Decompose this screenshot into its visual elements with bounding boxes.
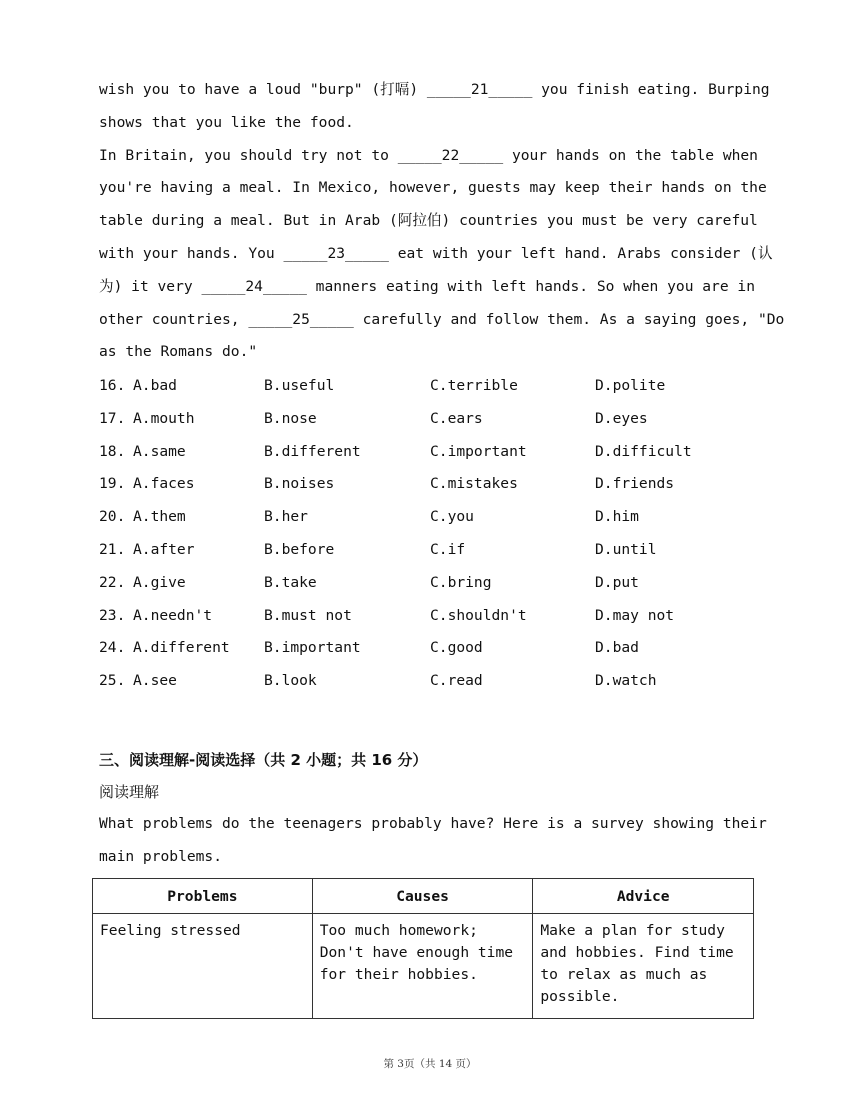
question-number: 21. bbox=[99, 540, 126, 558]
option-b: B.useful bbox=[264, 377, 335, 394]
option-b: B.before bbox=[264, 540, 335, 558]
option-a: A.see bbox=[133, 672, 177, 690]
option-c: C.terrible bbox=[430, 377, 518, 394]
option-a: A.same bbox=[133, 442, 186, 460]
option-d: D.put bbox=[595, 573, 639, 591]
question-row-21 bbox=[99, 534, 759, 567]
question-number: 20. bbox=[99, 508, 126, 526]
question-row-16 bbox=[99, 370, 759, 403]
option-c: C.good bbox=[430, 639, 483, 657]
question-row-19 bbox=[99, 468, 759, 501]
option-d: D.until bbox=[595, 540, 657, 558]
option-a: A.mouth bbox=[133, 409, 195, 427]
passage-line: shows that you like the food. bbox=[99, 113, 354, 131]
question-row-20 bbox=[99, 501, 759, 534]
option-d: D.watch bbox=[595, 672, 657, 690]
question-number: 25. bbox=[99, 672, 126, 690]
option-b: B.important bbox=[264, 639, 361, 657]
passage-line: table during a meal. But in Arab (阿拉伯) countries you must be very careful bbox=[99, 212, 758, 230]
option-d: D.difficult bbox=[595, 442, 692, 460]
question-number: 22. bbox=[99, 573, 126, 591]
option-a: A.them bbox=[133, 508, 186, 526]
table-header-row bbox=[93, 879, 754, 914]
question-options bbox=[99, 370, 759, 698]
option-c: C.important bbox=[430, 442, 527, 460]
option-a: A.give bbox=[133, 573, 186, 591]
question-row-25 bbox=[99, 665, 759, 698]
option-c: C.mistakes bbox=[430, 475, 518, 493]
option-b: B.her bbox=[264, 508, 308, 526]
column-header-advice: Advice bbox=[533, 879, 754, 914]
section-subheading: 阅读理解 bbox=[99, 783, 160, 801]
option-c: C.if bbox=[430, 540, 466, 558]
question-row-17 bbox=[99, 403, 759, 436]
option-b: B.must not bbox=[264, 606, 352, 624]
table-cell-advice: Make a plan for study and hobbies. Find time to relax as much as possible. bbox=[533, 914, 754, 1019]
option-c: C.read bbox=[430, 672, 483, 690]
passage-line: as the Romans do." bbox=[99, 343, 258, 361]
section-heading: 三、阅读理解-阅读选择（共 2 小题；共 16 分） bbox=[99, 751, 428, 769]
option-b: B.look bbox=[264, 672, 317, 690]
passage-line: 为) it very _____24_____ manners eating with left hands. So when you are in bbox=[99, 277, 755, 295]
option-a: A.faces bbox=[133, 475, 195, 493]
column-header-causes: Causes bbox=[312, 879, 533, 914]
option-b: B.different bbox=[264, 442, 361, 460]
question-row-18 bbox=[99, 436, 759, 469]
question-number: 18. bbox=[99, 442, 126, 460]
option-a: A.after bbox=[133, 540, 195, 558]
option-a: A.different bbox=[133, 639, 230, 657]
intro-line: What problems do the teenagers probably have? Here is a survey showing their bbox=[99, 815, 767, 832]
passage-line: other countries, _____25_____ carefully and follow them. As a saying goes, "Do bbox=[99, 310, 785, 328]
option-d: D.bad bbox=[595, 639, 639, 657]
question-row-23 bbox=[99, 600, 759, 633]
table-cell-cause: Too much homework; Don't have enough time for their hobbies. bbox=[312, 914, 533, 1019]
option-b: B.nose bbox=[264, 409, 317, 427]
page-footer: 第 3页（共 14 页） bbox=[383, 1058, 477, 1070]
question-number: 19. bbox=[99, 475, 126, 493]
option-b: B.noises bbox=[264, 475, 335, 493]
passage-line: you're having a meal. In Mexico, however, guests may keep their hands on the bbox=[99, 179, 767, 197]
passage-text bbox=[99, 74, 785, 369]
column-header-problems: Problems bbox=[93, 879, 313, 914]
table-row bbox=[93, 914, 754, 1019]
reading-intro bbox=[99, 808, 767, 874]
option-d: D.may not bbox=[595, 606, 675, 624]
option-c: C.ears bbox=[430, 409, 483, 427]
passage-line: In Britain, you should try not to _____22_____ your hands on the table when bbox=[99, 146, 758, 164]
question-number: 16. bbox=[99, 377, 126, 394]
option-c: C.shouldn't bbox=[430, 606, 527, 624]
passage-line: wish you to have a loud "burp" (打嗝) _____21_____ you finish eating. Burping bbox=[99, 81, 770, 98]
passage-line: with your hands. You _____23_____ eat with your left hand. Arabs consider (认 bbox=[99, 244, 773, 262]
option-a: A.bad bbox=[133, 377, 177, 394]
option-d: D.eyes bbox=[595, 409, 648, 427]
question-number: 24. bbox=[99, 639, 126, 657]
option-a: A.needn't bbox=[133, 606, 213, 624]
question-row-24 bbox=[99, 632, 759, 665]
option-b: B.take bbox=[264, 573, 317, 591]
option-c: C.you bbox=[430, 508, 474, 526]
question-row-22 bbox=[99, 567, 759, 600]
option-d: D.friends bbox=[595, 475, 675, 493]
option-c: C.bring bbox=[430, 573, 492, 591]
option-d: D.polite bbox=[595, 377, 666, 394]
question-number: 17. bbox=[99, 409, 126, 427]
question-number: 23. bbox=[99, 606, 126, 624]
table-cell-problem: Feeling stressed bbox=[93, 914, 313, 1019]
survey-table bbox=[92, 878, 754, 1019]
intro-line: main problems. bbox=[99, 847, 223, 865]
option-d: D.him bbox=[595, 508, 639, 526]
